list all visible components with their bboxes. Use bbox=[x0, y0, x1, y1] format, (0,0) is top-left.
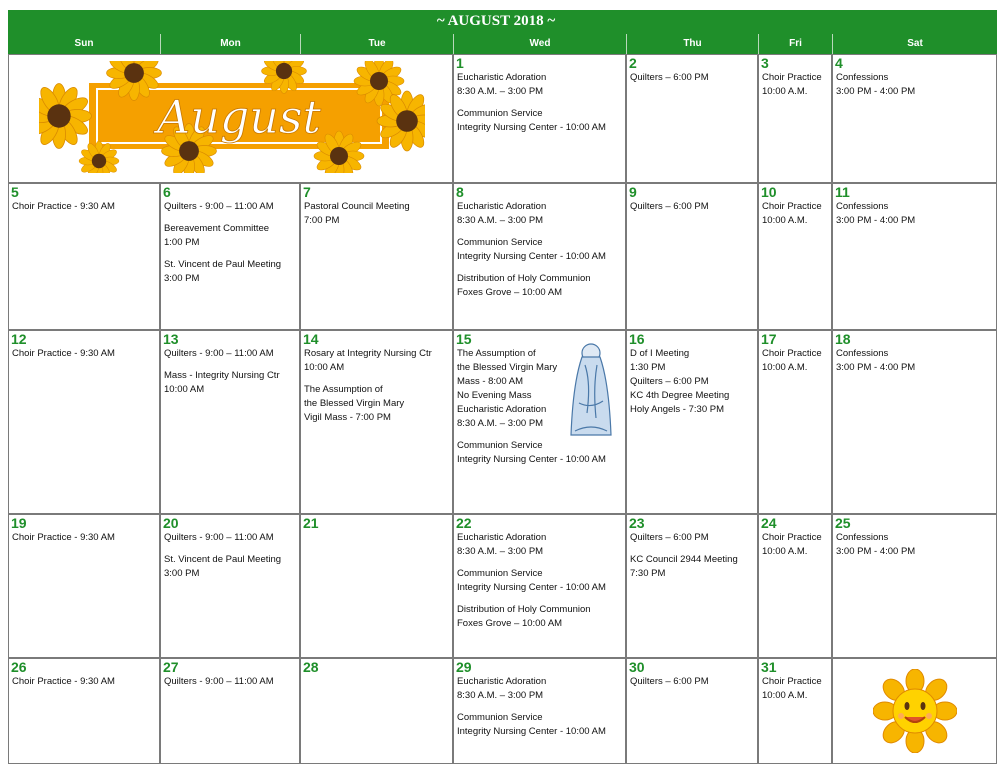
day-number: 8 bbox=[456, 184, 464, 200]
event-line: Quilters – 6:00 PM bbox=[630, 72, 709, 83]
day-cell-30 bbox=[626, 658, 758, 764]
event-line: Quilters – 6:00 PM bbox=[630, 676, 709, 687]
event-line: 1:00 PM bbox=[164, 237, 200, 248]
event-line: Distribution of Holy Communion bbox=[457, 604, 591, 615]
event-line: Choir Practice bbox=[762, 532, 822, 543]
event-line: 10:00 A.M. bbox=[762, 215, 808, 226]
day-cell-12 bbox=[8, 330, 160, 514]
day-cell-27 bbox=[160, 658, 300, 764]
day-cell-6 bbox=[160, 183, 300, 330]
day-cell-18 bbox=[832, 330, 997, 514]
day-cell-26 bbox=[8, 658, 160, 764]
event-line: 10:00 AM bbox=[304, 362, 345, 373]
day-header-tue: Tue bbox=[300, 34, 453, 54]
day-cell-3 bbox=[758, 54, 832, 183]
day-number: 22 bbox=[456, 515, 472, 531]
event-line: Foxes Grove – 10:00 AM bbox=[457, 618, 563, 629]
day-number: 30 bbox=[629, 659, 645, 675]
event-line: the Blessed Virgin Mary bbox=[457, 362, 558, 373]
day-number: 5 bbox=[11, 184, 19, 200]
august-banner-cell bbox=[8, 54, 453, 183]
event-line: Eucharistic Adoration bbox=[457, 404, 547, 415]
event-line: Communion Service bbox=[457, 712, 543, 723]
day-number: 4 bbox=[835, 55, 843, 71]
event-line: Holy Angels - 7:30 PM bbox=[630, 404, 724, 415]
day-number: 6 bbox=[163, 184, 171, 200]
day-cell-2 bbox=[626, 54, 758, 183]
event-line: Choir Practice bbox=[762, 348, 822, 359]
event-line: Quilters - 9:00 – 11:00 AM bbox=[164, 676, 274, 687]
day-number: 11 bbox=[835, 184, 850, 200]
event-line: The Assumption of bbox=[304, 384, 383, 395]
day-number: 19 bbox=[11, 515, 27, 531]
event-line: D of I Meeting bbox=[630, 348, 690, 359]
event-line: 1:30 PM bbox=[630, 362, 666, 373]
event-line: 3:00 PM - 4:00 PM bbox=[836, 86, 916, 97]
event-line: 10:00 A.M. bbox=[762, 690, 808, 701]
day-number: 23 bbox=[629, 515, 645, 531]
day-number: 13 bbox=[163, 331, 179, 347]
event-line: Quilters – 6:00 PM bbox=[630, 201, 709, 212]
event-line: 10:00 AM bbox=[164, 384, 205, 395]
day-number: 12 bbox=[11, 331, 27, 347]
day-cell-1 bbox=[453, 54, 626, 183]
day-number: 25 bbox=[835, 515, 851, 531]
event-line: KC 4th Degree Meeting bbox=[630, 390, 730, 401]
day-number: 18 bbox=[835, 331, 851, 347]
day-number: 27 bbox=[163, 659, 179, 675]
event-line: Distribution of Holy Communion bbox=[457, 273, 591, 284]
event-line: Eucharistic Adoration bbox=[457, 72, 547, 83]
event-line: Integrity Nursing Center - 10:00 AM bbox=[457, 454, 606, 465]
event-line: Communion Service bbox=[457, 237, 543, 248]
event-line: 3:00 PM bbox=[164, 273, 200, 284]
event-line: St. Vincent de Paul Meeting bbox=[164, 259, 282, 270]
day-number: 3 bbox=[761, 55, 769, 71]
day-header-thu: Thu bbox=[626, 34, 758, 54]
event-line: Quilters - 9:00 – 11:00 AM bbox=[164, 532, 274, 543]
event-line: Quilters - 9:00 – 11:00 AM bbox=[164, 201, 274, 212]
event-line: 3:00 PM - 4:00 PM bbox=[836, 546, 916, 557]
event-line: 3:00 PM - 4:00 PM bbox=[836, 362, 916, 373]
event-line: St. Vincent de Paul Meeting bbox=[164, 554, 282, 565]
event-line: Integrity Nursing Center - 10:00 AM bbox=[457, 251, 606, 262]
event-line: 3:00 PM bbox=[164, 568, 200, 579]
event-line: Integrity Nursing Center - 10:00 AM bbox=[457, 122, 606, 133]
day-header-mon: Mon bbox=[160, 34, 300, 54]
event-line: Mass - 8:00 AM bbox=[457, 376, 523, 387]
event-line: 10:00 A.M. bbox=[762, 362, 808, 373]
event-line: Choir Practice bbox=[762, 201, 822, 212]
svg-text:August: August bbox=[156, 90, 322, 144]
day-number: 26 bbox=[11, 659, 27, 675]
event-line: Pastoral Council Meeting bbox=[304, 201, 410, 212]
day-cell-21 bbox=[300, 514, 453, 658]
event-line: KC Council 2944 Meeting bbox=[630, 554, 738, 565]
event-line: No Evening Mass bbox=[457, 390, 532, 401]
day-cell-22 bbox=[453, 514, 626, 658]
day-cell-29 bbox=[453, 658, 626, 764]
event-line: Choir Practice bbox=[762, 72, 822, 83]
event-line: 8:30 A.M. – 3:00 PM bbox=[457, 86, 544, 97]
event-line: Eucharistic Adoration bbox=[457, 201, 547, 212]
day-number: 24 bbox=[761, 515, 777, 531]
day-header-sat: Sat bbox=[832, 34, 997, 54]
day-header-sun: Sun bbox=[74, 38, 94, 49]
day-cell-17 bbox=[758, 330, 832, 514]
virgin-mary-icon bbox=[563, 343, 619, 443]
day-cell-9 bbox=[626, 183, 758, 330]
day-number: 1 bbox=[456, 55, 464, 71]
day-number: 17 bbox=[761, 331, 777, 347]
day-cell-5 bbox=[8, 183, 160, 330]
day-cell-28 bbox=[300, 658, 453, 764]
smiling-sun-icon bbox=[873, 669, 957, 753]
day-number: 16 bbox=[629, 331, 645, 347]
day-cell-14 bbox=[300, 330, 453, 514]
event-line: Eucharistic Adoration bbox=[457, 676, 547, 687]
event-line: Integrity Nursing Center - 10:00 AM bbox=[457, 582, 606, 593]
event-line: Mass - Integrity Nursing Ctr bbox=[164, 370, 280, 381]
day-cell-11 bbox=[832, 183, 997, 330]
day-number: 21 bbox=[303, 515, 319, 531]
day-header-fri: Fri bbox=[758, 34, 832, 54]
event-line: Quilters – 6:00 PM bbox=[630, 376, 709, 387]
event-line: 10:00 A.M. bbox=[762, 546, 808, 557]
day-cell-13 bbox=[160, 330, 300, 514]
event-line: 8:30 A.M. – 3:00 PM bbox=[457, 418, 544, 429]
event-line: 10:00 A.M. bbox=[762, 86, 808, 97]
event-line: Rosary at Integrity Nursing Ctr bbox=[304, 348, 432, 359]
event-line: Choir Practice - 9:30 AM bbox=[12, 348, 115, 359]
sun-emoji-cell bbox=[832, 658, 997, 764]
day-header-wed: Wed bbox=[453, 34, 626, 54]
event-line: 3:00 PM - 4:00 PM bbox=[836, 215, 916, 226]
august-banner-image bbox=[39, 61, 425, 173]
day-cell-7 bbox=[300, 183, 453, 330]
day-cell-8 bbox=[453, 183, 626, 330]
day-number: 29 bbox=[456, 659, 472, 675]
event-line: the Blessed Virgin Mary bbox=[304, 398, 405, 409]
day-cell-4 bbox=[832, 54, 997, 183]
event-line: Bereavement Committee bbox=[164, 223, 270, 234]
event-line: 8:30 A.M. – 3:00 PM bbox=[457, 546, 544, 557]
day-cell-25 bbox=[832, 514, 997, 658]
day-number: 28 bbox=[303, 659, 319, 675]
event-line: Confessions bbox=[836, 201, 889, 212]
day-cell-19 bbox=[8, 514, 160, 658]
day-number: 15 bbox=[456, 331, 472, 347]
day-cell-10 bbox=[758, 183, 832, 330]
event-line: Choir Practice - 9:30 AM bbox=[12, 532, 115, 543]
day-number: 9 bbox=[629, 184, 637, 200]
event-line: The Assumption of bbox=[457, 348, 536, 359]
day-cell-24 bbox=[758, 514, 832, 658]
event-line: 7:00 PM bbox=[304, 215, 340, 226]
event-line: Integrity Nursing Center - 10:00 AM bbox=[457, 726, 606, 737]
event-line: Quilters – 6:00 PM bbox=[630, 532, 709, 543]
day-number: 10 bbox=[761, 184, 777, 200]
event-line: Communion Service bbox=[457, 108, 543, 119]
event-line: 8:30 A.M. – 3:00 PM bbox=[457, 690, 544, 701]
month-title: ~ AUGUST 2018 ~ bbox=[436, 13, 556, 29]
event-line: 7:30 PM bbox=[630, 568, 666, 579]
event-line: Vigil Mass - 7:00 PM bbox=[304, 412, 391, 423]
event-line: Choir Practice bbox=[762, 676, 822, 687]
day-cell-31 bbox=[758, 658, 832, 764]
event-line: Confessions bbox=[836, 348, 889, 359]
event-line: Quilters - 9:00 – 11:00 AM bbox=[164, 348, 274, 359]
event-line: 8:30 A.M. – 3:00 PM bbox=[457, 215, 544, 226]
event-line: Confessions bbox=[836, 72, 889, 83]
event-line: Foxes Grove – 10:00 AM bbox=[457, 287, 563, 298]
day-number: 14 bbox=[303, 331, 319, 347]
event-line: Eucharistic Adoration bbox=[457, 532, 547, 543]
day-number: 31 bbox=[761, 659, 777, 675]
day-number: 20 bbox=[163, 515, 179, 531]
event-line: Choir Practice - 9:30 AM bbox=[12, 201, 115, 212]
day-cell-23 bbox=[626, 514, 758, 658]
event-line: Communion Service bbox=[457, 568, 543, 579]
event-line: Communion Service bbox=[457, 440, 543, 451]
day-number: 7 bbox=[303, 184, 311, 200]
day-cell-16 bbox=[626, 330, 758, 514]
day-number: 2 bbox=[629, 55, 637, 71]
day-cell-15 bbox=[453, 330, 626, 514]
event-line: Choir Practice - 9:30 AM bbox=[12, 676, 115, 687]
day-cell-20 bbox=[160, 514, 300, 658]
event-line: Confessions bbox=[836, 532, 889, 543]
